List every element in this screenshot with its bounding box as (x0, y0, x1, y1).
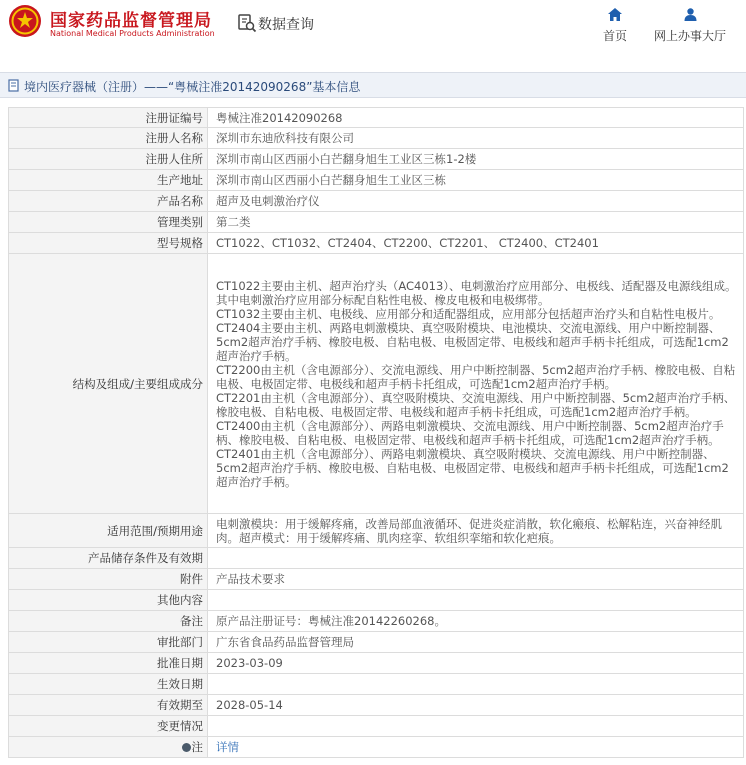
table-row (9, 674, 744, 695)
intended-use-text: 电刺激模块：用于缓解疼痛，改善局部血液循环、促进炎症消散，软化瘢痕、松解粘连，兴奋神经肌肉。超声模式：用于缓解疼痛、肌肉痉挛、软组织挛缩和软化疤痕。 (216, 516, 722, 545)
row-label: 产品储存条件及有效期 (9, 548, 208, 569)
page-title: 境内医疗器械（注册）——“粤械注准20142090268”基本信息 (24, 80, 361, 94)
table-row (9, 590, 744, 611)
details-link[interactable]: 详情 (216, 740, 239, 754)
nav-home-button[interactable] (598, 8, 632, 44)
table-row (9, 514, 744, 548)
home-icon (608, 8, 622, 21)
row-value: 原产品注册证号：粤械注准20142260268。 (208, 611, 744, 632)
row-value (208, 548, 744, 569)
row-value (208, 737, 744, 758)
component-paragraph: CT1022主要由主机、超声治疗头（AC4013）、电刺激治疗应用部分、电极线、适配器及电源线组成。其中电刺激治疗应用部分标配自粘性电极、橡皮电极和电极绑带。 (216, 278, 737, 307)
row-value: 2028-05-14 (208, 695, 744, 716)
row-value: 深圳市南山区西丽小白芒翻身旭生工业区三栋1-2楼 (208, 149, 744, 170)
table-row (9, 233, 744, 254)
row-label: 审批部门 (9, 632, 208, 653)
table-row (9, 548, 744, 569)
component-paragraph: CT2200由主机（含电源部分）、交流电源线、用户中断控制器、5cm2超声治疗手柄、橡胶电极、自粘电极、电极固定带、电极线和超声手柄卡托组成，可选配1cm2超声治疗手柄。 (216, 362, 736, 391)
table-row (9, 569, 744, 590)
agency-name-english: National Medical Products Administration (50, 29, 215, 38)
row-label: 批准日期 (9, 653, 208, 674)
user-icon (684, 8, 697, 21)
document-icon (8, 79, 20, 92)
row-label: 适用范围/预期用途 (9, 514, 208, 548)
row-label: 生效日期 (9, 674, 208, 695)
national-emblem-icon (8, 4, 42, 38)
nav-online-service-label: 网上办事大厅 (653, 29, 726, 43)
row-value: 第二类 (208, 212, 744, 233)
table-row (9, 128, 744, 149)
row-value: CT1022、CT1032、CT2404、CT2200、CT2201、 CT2400、CT2401 (208, 233, 744, 254)
row-label: 生产地址 (9, 170, 208, 191)
row-label: 注册人住所 (9, 149, 208, 170)
nav-home-label: 首页 (602, 29, 627, 43)
table-row (9, 191, 744, 212)
registration-info-table (8, 107, 744, 758)
row-value: 超声及电刺激治疗仪 (208, 191, 744, 212)
table-row (9, 737, 744, 758)
row-label: 有效期至 (9, 695, 208, 716)
table-row (9, 108, 744, 128)
table-row (9, 611, 744, 632)
table-row (9, 254, 744, 514)
row-value: 2023-03-09 (208, 653, 744, 674)
data-query-icon (237, 13, 257, 33)
nav-online-service-button[interactable] (652, 8, 728, 44)
row-value: 产品技术要求 (208, 569, 744, 590)
table-row (9, 653, 744, 674)
table-row (9, 695, 744, 716)
table-row (9, 632, 744, 653)
data-query-title: 数据查询 (258, 17, 314, 33)
component-paragraph: CT2400由主机（含电源部分）、两路电刺激模块、交流电源线、用户中断控制器、5cm2超声治疗手柄、橡胶电极、自粘电极、电极固定带、电极线和超声手柄卡托组成，可选配1cm2超声治疗手柄。 (216, 418, 724, 447)
info-icon (182, 743, 191, 752)
component-paragraph: CT1032主要由主机、电极线、应用部分和适配器组成，应用部分包括超声治疗头和自粘性电极片。 (216, 306, 721, 321)
row-label: 注 (191, 740, 203, 754)
row-label: 变更情况 (9, 716, 208, 737)
component-paragraph: CT2201由主机（含电源部分）、真空吸附模块、交流电源线、用户中断控制器、5cm2超声治疗手柄、橡胶电极、自粘电极、电极固定带、电极线和超声手柄卡托组成，可选配1cm2超声治疗手柄。 (216, 390, 736, 419)
row-label: 附件 (9, 569, 208, 590)
row-label: 注册证编号 (9, 108, 208, 128)
row-value (208, 716, 744, 737)
row-value: 粤械注准20142090268 (208, 108, 744, 128)
row-label: 其他内容 (9, 590, 208, 611)
row-value: 深圳市南山区西丽小白芒翻身旭生工业区三栋 (208, 170, 744, 191)
row-label: 管理类别 (9, 212, 208, 233)
row-label: 产品名称 (9, 191, 208, 212)
row-label: 型号规格 (9, 233, 208, 254)
component-paragraph: CT2404主要由主机、两路电刺激模块、真空吸附模块、电池模块、交流电源线、用户中断控制器、5cm2超声治疗手柄、橡胶电极、自粘电极、电极固定带、电极线和超声手柄卡托组成，可选配1cm2超声治疗手柄。 (216, 320, 729, 363)
component-paragraph: CT2401由主机（含电源部分）、两路电刺激模块、真空吸附模块、交流电源线、用户中断控制器、5cm2超声治疗手柄、橡胶电极、自粘电极、电极固定带、电极线和超声手柄卡托组成，可选配1cm2超声治疗手柄。 (216, 446, 729, 489)
row-value: 广东省食品药品监督管理局 (208, 632, 744, 653)
row-value (208, 514, 744, 548)
site-header (0, 0, 746, 62)
row-value (208, 590, 744, 611)
agency-name: 国家药品监督管理局 (50, 11, 212, 31)
note-label-cell (9, 737, 208, 758)
row-value: 深圳市东迪欣科技有限公司 (208, 128, 744, 149)
row-label: 注册人名称 (9, 128, 208, 149)
row-label: 结构及组成/主要组成成分 (9, 254, 208, 514)
row-label: 备注 (9, 611, 208, 632)
row-value (208, 254, 744, 514)
breadcrumb (0, 72, 746, 98)
table-row (9, 149, 744, 170)
table-row (9, 212, 744, 233)
row-value (208, 674, 744, 695)
table-row (9, 170, 744, 191)
table-row (9, 716, 744, 737)
